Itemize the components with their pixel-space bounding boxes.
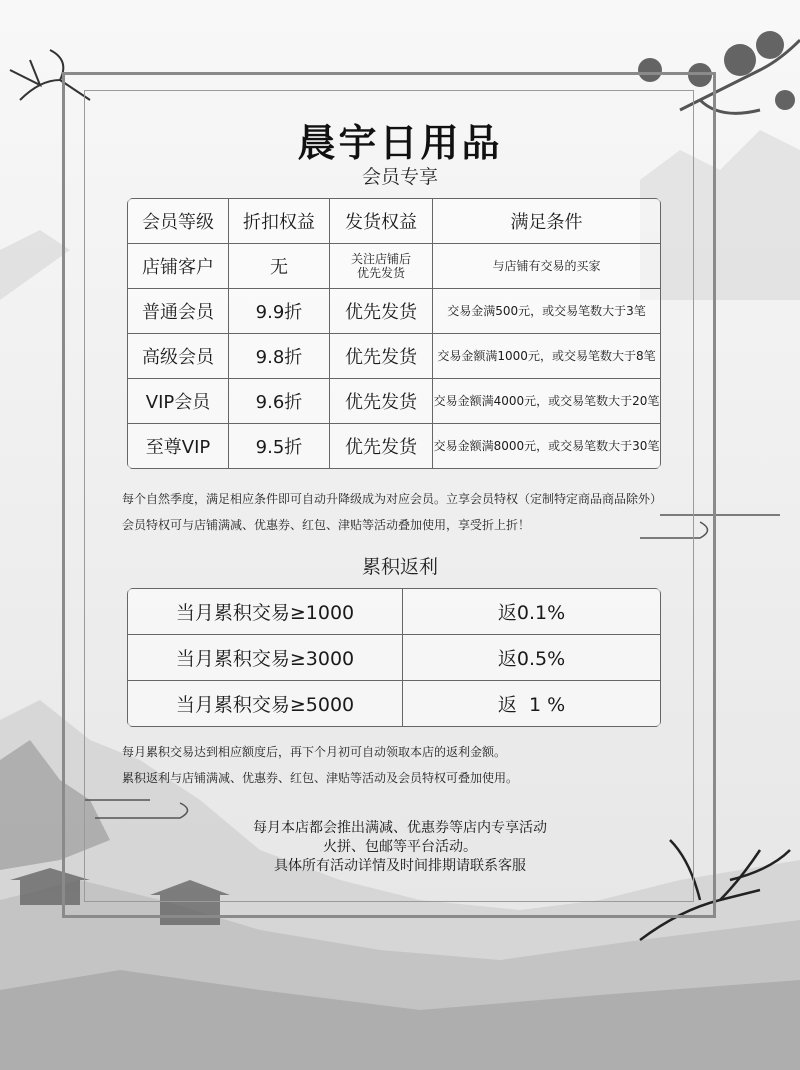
footer-line: 每月本店都会推出满减、优惠券等店内专享活动 (253, 820, 547, 836)
member-shipping (330, 244, 433, 289)
table-row (128, 681, 660, 726)
rebate-note: 每月累积交易达到相应额度后，再下个月初可自动领取本店的返利金额。 (122, 745, 507, 759)
table-row (128, 635, 660, 681)
store-title: 晨宇日用品 (297, 121, 503, 165)
member-level: VIP会员 (128, 379, 229, 424)
table-row (128, 589, 660, 635)
member-shipping: 优先发货 (330, 379, 433, 424)
table-row (128, 289, 660, 334)
member-level: 至尊VIP (128, 424, 229, 468)
member-discount: 无 (229, 244, 330, 289)
member-discount: 9.9折 (229, 289, 330, 334)
membership-note: 每个自然季度，满足相应条件即可自动升降级成为对应会员。立享会员特权（定制特定商品商品除外） (122, 492, 663, 506)
table-header-row (128, 199, 660, 244)
rebate-condition: 当月累积交易≥3000 (128, 635, 403, 681)
header-discount: 折扣权益 (229, 199, 330, 244)
header-level: 会员等级 (128, 199, 229, 244)
membership-table (127, 198, 661, 469)
rebate-reward: 返0.1% (403, 589, 660, 635)
header-shipping: 发货权益 (330, 199, 433, 244)
member-condition: 与店铺有交易的买家 (433, 244, 660, 289)
member-condition: 交易金额满8000元，或交易笔数大于30笔 (433, 424, 660, 468)
member-condition: 交易金满500元，或交易笔数大于3笔 (433, 289, 660, 334)
footer-line: 具体所有活动详情及时间排期请联系客服 (274, 858, 526, 874)
shipping-line-1: 关注店铺后 (350, 252, 411, 266)
member-shipping: 优先发货 (330, 334, 433, 379)
table-row (128, 424, 660, 468)
header-condition: 满足条件 (433, 199, 660, 244)
member-discount: 9.8折 (229, 334, 330, 379)
footer-line: 火拼、包邮等平台活动。 (323, 839, 477, 855)
rebate-table (127, 588, 661, 727)
shipping-line-2: 优先发货 (356, 266, 405, 280)
rebate-condition: 当月累积交易≥5000 (128, 681, 403, 726)
member-shipping: 优先发货 (330, 424, 433, 468)
rebate-reward: 返 1 % (403, 681, 660, 726)
table-row (128, 244, 660, 289)
rebate-condition: 当月累积交易≥1000 (128, 589, 403, 635)
rebate-title: 累积返利 (361, 556, 438, 578)
member-discount: 9.6折 (229, 379, 330, 424)
member-condition: 交易金额满1000元，或交易笔数大于8笔 (433, 334, 660, 379)
rebate-note: 累积返利与店铺满减、优惠券、红包、津贴等活动及会员特权可叠加使用。 (122, 771, 519, 785)
member-level: 普通会员 (128, 289, 229, 334)
member-condition: 交易金额满4000元，或交易笔数大于20笔 (433, 379, 660, 424)
member-level: 高级会员 (128, 334, 229, 379)
members-subtitle: 会员专享 (361, 166, 438, 188)
table-row (128, 379, 660, 424)
member-shipping: 优先发货 (330, 289, 433, 334)
member-discount: 9.5折 (229, 424, 330, 468)
table-row (128, 334, 660, 379)
rebate-reward: 返0.5% (403, 635, 660, 681)
member-level: 店铺客户 (128, 244, 229, 289)
membership-note: 会员特权可与店铺满减、优惠券、红包、津贴等活动叠加使用，享受折上折！ (122, 518, 531, 532)
